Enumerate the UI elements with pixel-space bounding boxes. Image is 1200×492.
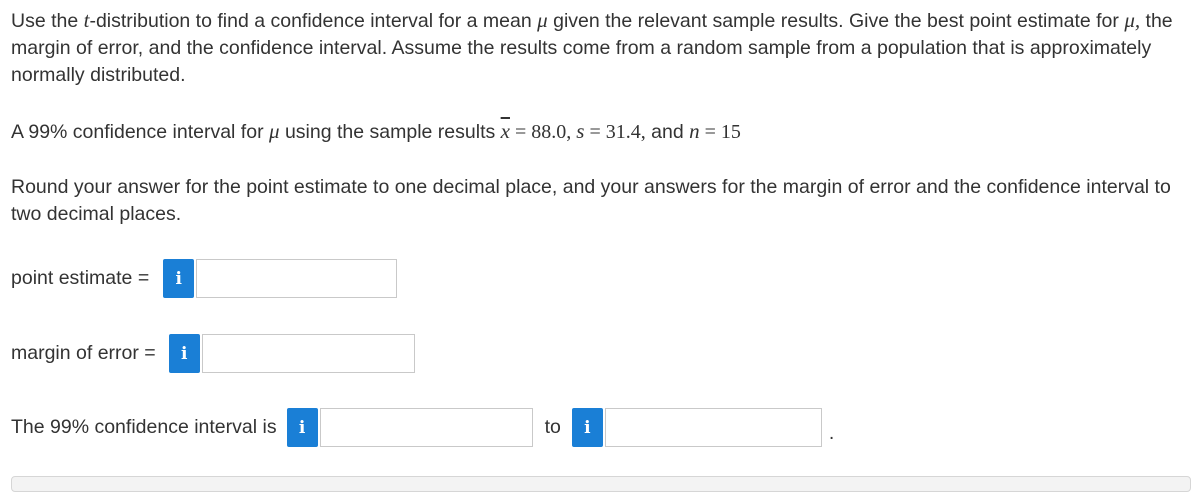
mu-symbol: μ (537, 8, 548, 32)
rounding-instructions: Round your answer for the point estimate to one decimal place, and your answers for the margin of error and the confidence interval to two decimal places. (11, 176, 1171, 225)
s-symbol: s (576, 119, 585, 143)
confidence-interval-row (11, 408, 834, 447)
point-estimate-row (11, 259, 397, 298)
mu-symbol: μ (269, 119, 280, 143)
info-icon[interactable]: i (287, 408, 318, 447)
interval-period: . (828, 422, 835, 444)
margin-of-error-label: margin of error = (11, 342, 156, 364)
instructions-text: Use the t-distribution to find a confidence interval for a mean μ given the relevant sample results. Give the best point estimate for μ, the margin of error, and the confidence interval. Assume the results come from a random sample from a population that is approximately normally distributed. (11, 8, 1173, 86)
point-estimate-label: point estimate = (11, 267, 150, 289)
info-icon[interactable]: i (163, 259, 194, 298)
margin-of-error-row (11, 334, 415, 373)
margin-of-error-input[interactable] (202, 334, 415, 373)
xbar-symbol: $\overline{x}$ (500, 119, 510, 143)
interval-lower-input[interactable] (320, 408, 533, 447)
interval-upper-input[interactable] (605, 408, 822, 447)
point-estimate-input[interactable] (196, 259, 397, 298)
info-icon[interactable]: i (572, 408, 603, 447)
n-symbol: n (689, 119, 700, 143)
bottom-panel (11, 476, 1191, 492)
t-symbol: t (83, 8, 90, 32)
info-icon[interactable]: i (169, 334, 200, 373)
confidence-interval-label: The 99% confidence interval is (11, 416, 277, 438)
problem-statement: A 99% confidence interval for μ using the sample results $\overline{x} = 88.0$, s = 31.4, and n = 15 (11, 119, 741, 143)
interval-to-label: to (544, 416, 561, 438)
mu-symbol: μ, (1124, 8, 1141, 32)
